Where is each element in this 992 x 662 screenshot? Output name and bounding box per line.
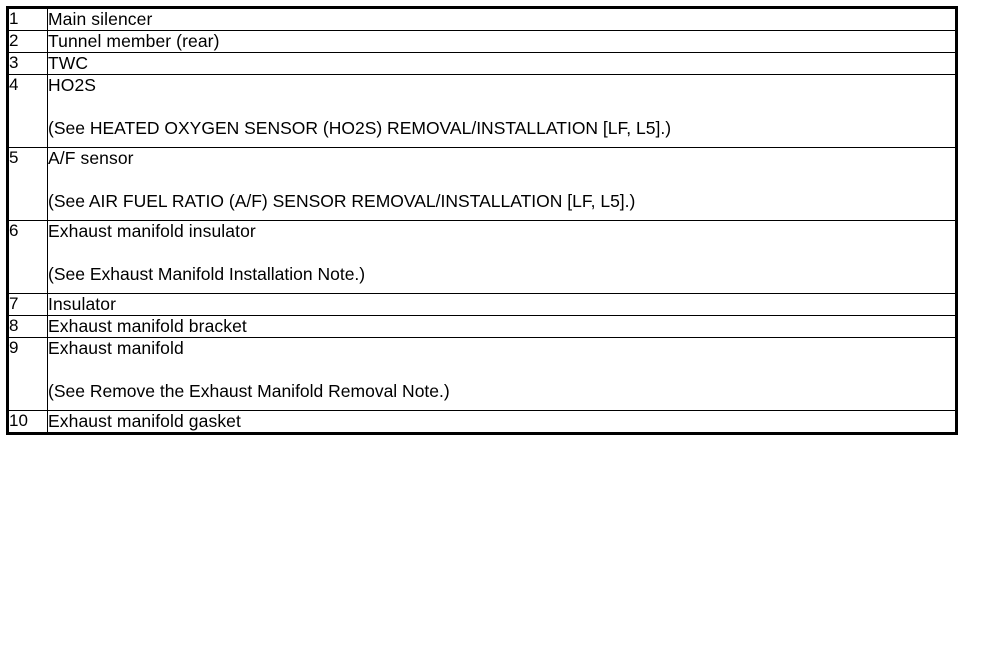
row-description-note: (See HEATED OXYGEN SENSOR (HO2S) REMOVAL/INSTALLATION [LF, L5].) [48, 118, 672, 138]
row-description-text: A/F sensor [48, 148, 134, 168]
parts-legend-table [6, 6, 958, 435]
table-row [8, 53, 957, 75]
parts-legend-body [8, 8, 957, 434]
row-description-text: Insulator [48, 294, 117, 314]
row-description [48, 31, 957, 53]
row-description-text: TWC [48, 53, 89, 73]
row-description [48, 221, 957, 294]
row-description-note: (See Remove the Exhaust Manifold Removal Note.) [48, 381, 450, 401]
row-number: 9 [8, 338, 48, 411]
table-row [8, 75, 957, 148]
row-number: 5 [8, 148, 48, 221]
table-row [8, 338, 957, 411]
row-description-text: Exhaust manifold gasket [48, 411, 241, 431]
table-row [8, 221, 957, 294]
row-number: 3 [8, 53, 48, 75]
table-row [8, 8, 957, 31]
row-description-text: Main silencer [48, 9, 153, 29]
table-row [8, 294, 957, 316]
row-description-text: Exhaust manifold bracket [48, 316, 247, 336]
row-description-text: Exhaust manifold insulator [48, 221, 256, 241]
table-row [8, 316, 957, 338]
row-description [48, 338, 957, 411]
table-row [8, 411, 957, 434]
table-row [8, 31, 957, 53]
document-page [0, 6, 992, 662]
row-description [48, 411, 957, 434]
row-number: 10 [8, 411, 48, 434]
row-description [48, 8, 957, 31]
row-number: 1 [8, 8, 48, 31]
row-number: 4 [8, 75, 48, 148]
row-description-note: (See AIR FUEL RATIO (A/F) SENSOR REMOVAL/INSTALLATION [LF, L5].) [48, 191, 636, 211]
row-number: 7 [8, 294, 48, 316]
row-number: 2 [8, 31, 48, 53]
row-description-note: (See Exhaust Manifold Installation Note.) [48, 264, 366, 284]
row-description-text: HO2S [48, 75, 97, 95]
row-number: 6 [8, 221, 48, 294]
row-description [48, 316, 957, 338]
row-number: 8 [8, 316, 48, 338]
row-description [48, 148, 957, 221]
row-description [48, 294, 957, 316]
row-description-text: Tunnel member (rear) [48, 31, 220, 51]
row-description-text: Exhaust manifold [48, 338, 184, 358]
table-row [8, 148, 957, 221]
row-description [48, 75, 957, 148]
row-description [48, 53, 957, 75]
